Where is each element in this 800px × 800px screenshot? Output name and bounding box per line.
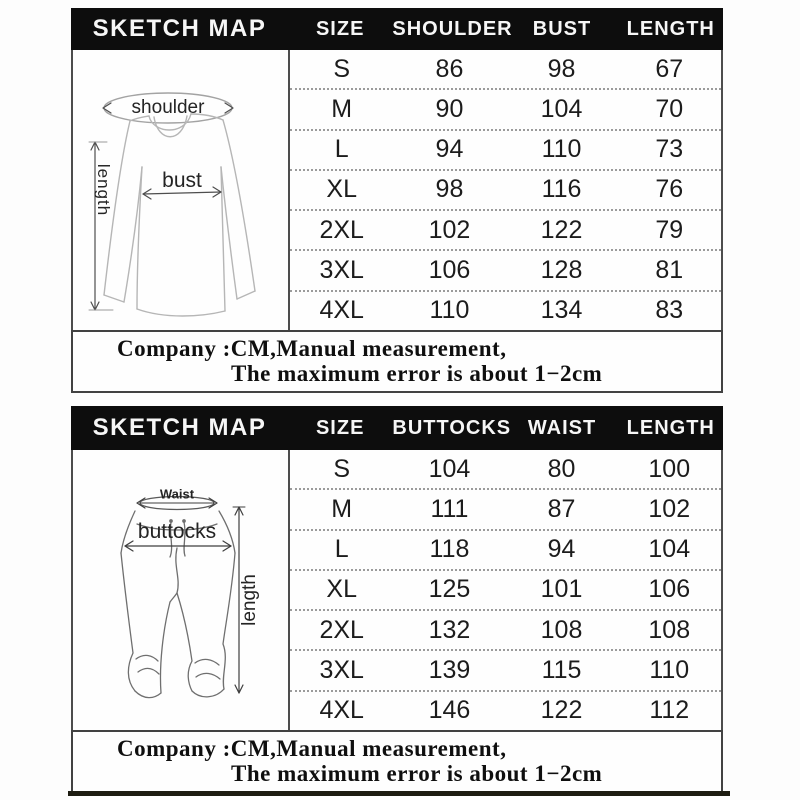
- value-cell: 100: [648, 454, 691, 483]
- value-cell: 134: [540, 296, 583, 325]
- shirt-size-table: [71, 8, 723, 393]
- table-row: [290, 651, 721, 691]
- value-cell: 98: [547, 54, 576, 83]
- value-cell: 115: [541, 656, 582, 685]
- value-cell: 70: [655, 94, 684, 123]
- value-cell: 118: [429, 535, 470, 564]
- size-cell: L: [334, 535, 349, 564]
- shirt-data-grid: [290, 50, 721, 330]
- size-cell: 4XL: [319, 696, 364, 725]
- table-row: [290, 171, 721, 211]
- size-cell: 2XL: [319, 615, 364, 644]
- value-cell: 102: [648, 494, 691, 523]
- column-header-length: LENGTH: [626, 416, 715, 439]
- measurement-note: [71, 330, 723, 393]
- value-cell: 80: [547, 454, 576, 483]
- size-cell: 2XL: [319, 215, 364, 244]
- column-header-bust: BUST: [532, 17, 592, 40]
- sketch-map-title: SKETCH MAP: [92, 414, 267, 441]
- value-cell: 125: [428, 575, 471, 604]
- value-cell: 94: [435, 135, 464, 164]
- value-cell: 110: [649, 656, 690, 685]
- table-row: [290, 611, 721, 651]
- value-cell: 110: [429, 296, 470, 325]
- shirt-sketch-panel: [73, 50, 290, 330]
- value-cell: 122: [540, 215, 583, 244]
- table-row: [290, 292, 721, 330]
- size-cell: 3XL: [319, 256, 364, 285]
- note-line-1: Company :CM,Manual measurement,: [117, 336, 507, 361]
- column-header-length: LENGTH: [626, 17, 715, 40]
- table-row: [290, 531, 721, 571]
- pants-data-grid: [290, 450, 721, 730]
- shirt-table-body: [71, 50, 723, 330]
- value-cell: 108: [648, 615, 691, 644]
- size-cell: L: [334, 135, 349, 164]
- shoulder-label: shoulder: [131, 97, 205, 118]
- value-cell: 90: [435, 94, 464, 123]
- value-cell: 111: [430, 494, 469, 523]
- length-label: length: [239, 574, 260, 626]
- table-row: [290, 211, 721, 251]
- value-cell: 76: [655, 175, 684, 204]
- value-cell: 73: [655, 135, 684, 164]
- pants-table-body: [71, 450, 723, 730]
- value-cell: 110: [541, 135, 582, 164]
- value-cell: 102: [428, 215, 471, 244]
- size-cell: M: [331, 494, 353, 523]
- column-headers: [288, 417, 723, 440]
- value-cell: 128: [540, 256, 583, 285]
- value-cell: 146: [428, 696, 471, 725]
- pants-size-table: [71, 406, 723, 793]
- sketch-map-title: SKETCH MAP: [92, 15, 267, 42]
- size-cell: S: [333, 54, 351, 83]
- table-row: [290, 571, 721, 611]
- size-cell: S: [333, 454, 351, 483]
- value-cell: 104: [540, 94, 583, 123]
- note-line-1: Company :CM,Manual measurement,: [117, 736, 507, 761]
- size-cell: 4XL: [319, 296, 364, 325]
- size-cell: XL: [326, 175, 358, 204]
- value-cell: 104: [648, 535, 691, 564]
- value-cell: 112: [649, 696, 690, 725]
- note-line-2: The maximum error is about 1−2cm: [231, 361, 603, 386]
- value-cell: 81: [655, 256, 684, 285]
- value-cell: 83: [655, 296, 684, 325]
- column-header-buttocks: BUTTOCKS: [392, 416, 512, 439]
- value-cell: 108: [540, 615, 583, 644]
- value-cell: 87: [547, 494, 576, 523]
- size-cell: XL: [326, 575, 358, 604]
- table-row: [290, 251, 721, 291]
- pants-table-header: [71, 406, 723, 450]
- column-header-size: SIZE: [315, 416, 365, 439]
- table-row: [290, 50, 721, 90]
- value-cell: 139: [428, 656, 471, 685]
- value-cell: 79: [655, 215, 684, 244]
- value-cell: 67: [655, 54, 684, 83]
- pants-sketch-panel: [73, 450, 290, 730]
- buttocks-label: buttocks: [137, 520, 217, 543]
- value-cell: 116: [541, 175, 582, 204]
- table-row: [290, 450, 721, 490]
- value-cell: 98: [435, 175, 464, 204]
- bust-label: bust: [162, 169, 202, 192]
- table-row: [290, 490, 721, 530]
- shirt-table-header: [71, 8, 723, 50]
- table-row: [290, 131, 721, 171]
- column-header-waist: WAIST: [527, 416, 597, 439]
- cropped-next-table-bar: [68, 791, 730, 796]
- value-cell: 132: [428, 615, 471, 644]
- measurement-note: [71, 730, 723, 793]
- column-headers: [288, 18, 723, 41]
- waist-label: Waist: [159, 486, 195, 502]
- value-cell: 86: [435, 54, 464, 83]
- value-cell: 122: [540, 696, 583, 725]
- note-line-2: The maximum error is about 1−2cm: [231, 761, 603, 786]
- size-cell: 3XL: [319, 656, 364, 685]
- column-header-shoulder: SHOULDER: [392, 17, 513, 40]
- value-cell: 106: [428, 256, 471, 285]
- table-row: [290, 692, 721, 730]
- value-cell: 101: [540, 575, 583, 604]
- table-row: [290, 90, 721, 130]
- value-cell: 104: [428, 454, 471, 483]
- length-label: length: [94, 163, 113, 217]
- column-header-size: SIZE: [315, 17, 365, 40]
- size-cell: M: [331, 94, 353, 123]
- value-cell: 94: [547, 535, 576, 564]
- value-cell: 106: [648, 575, 691, 604]
